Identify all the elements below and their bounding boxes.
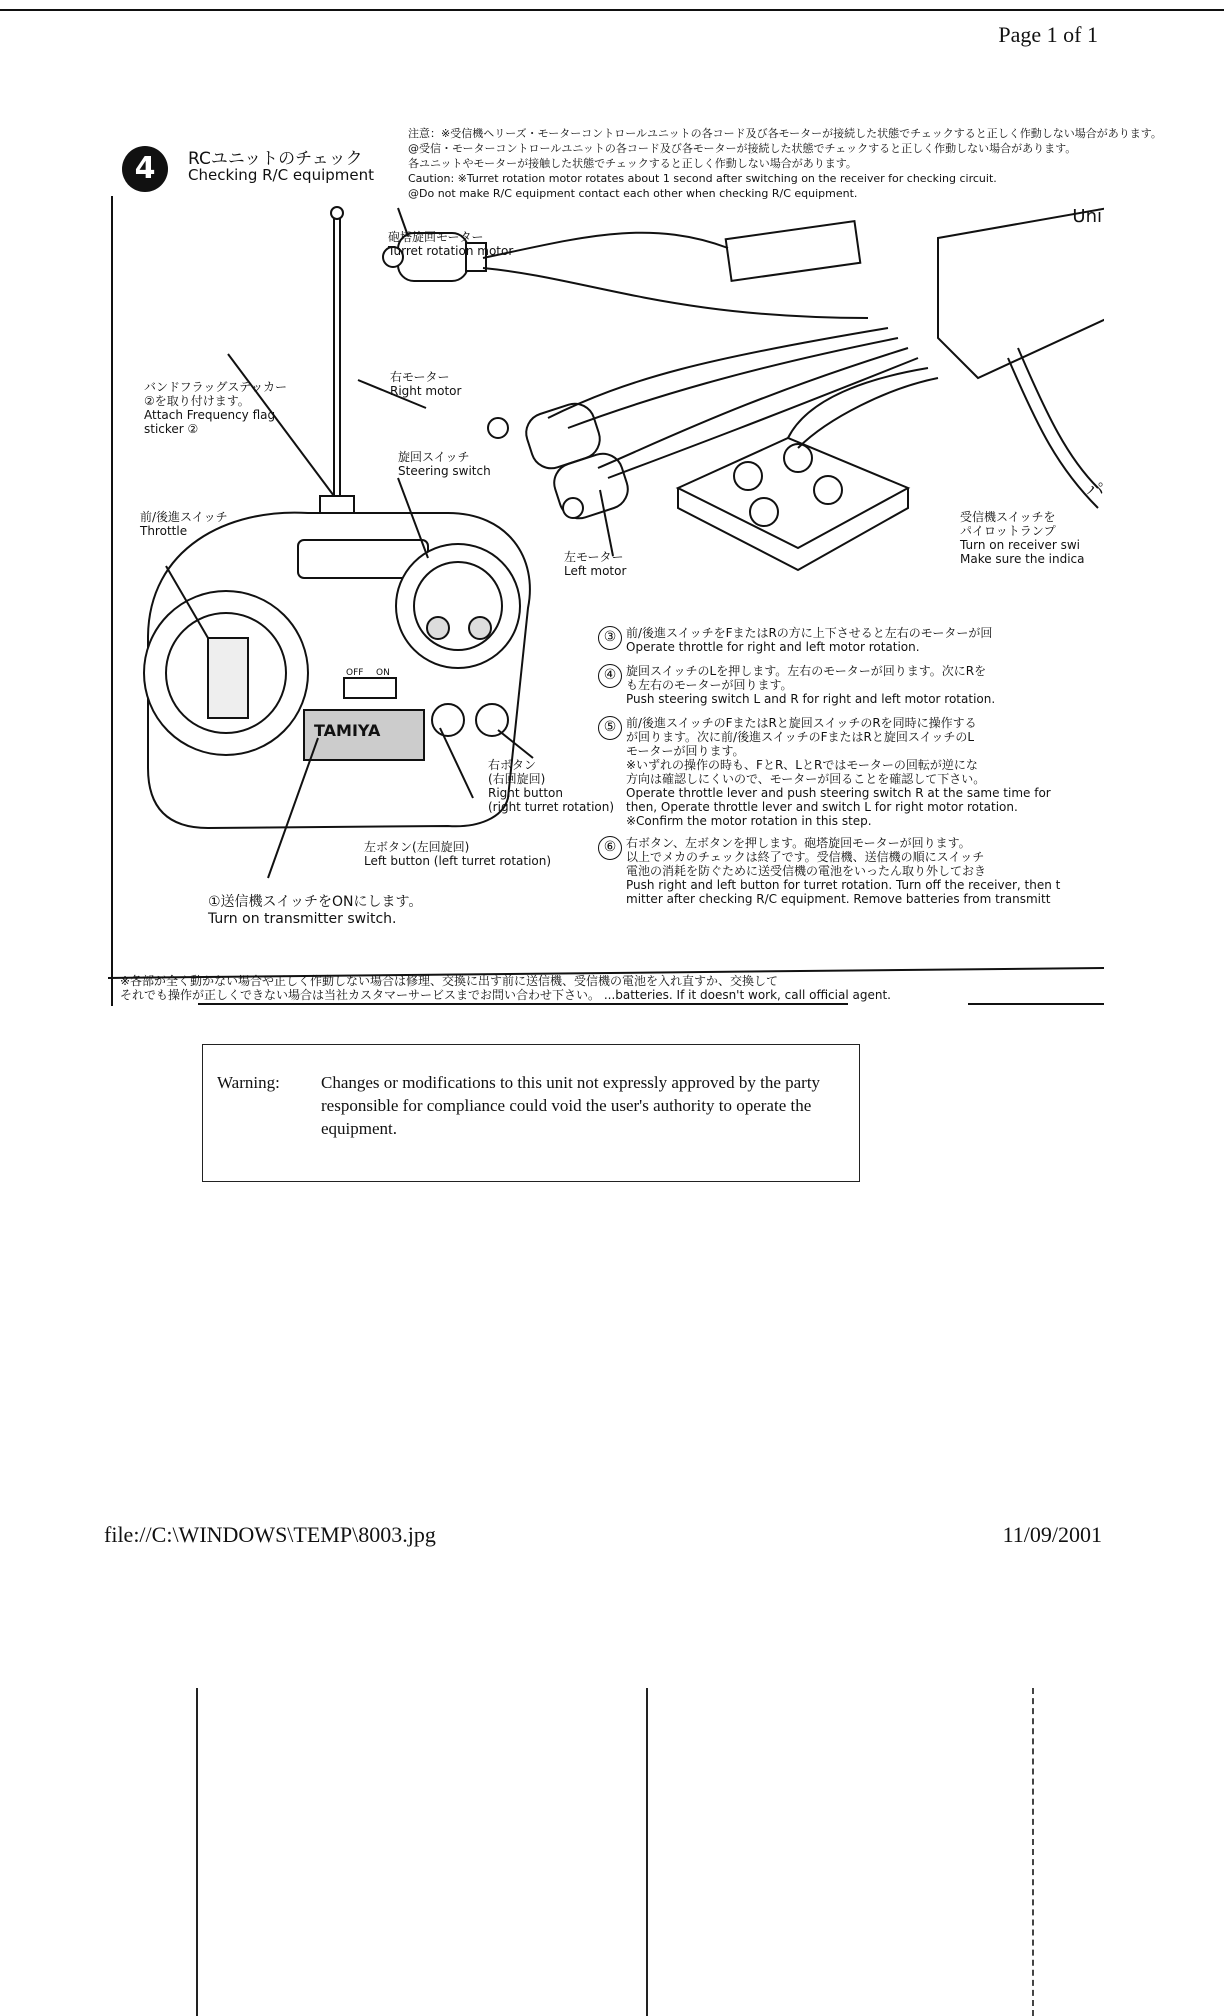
left-motor-label: 左モーター Left motor: [564, 550, 627, 578]
steering-switch-label: 旋回スイッチ Steering switch: [398, 450, 491, 478]
column-divider: [196, 1688, 198, 2016]
page-number: Page 1 of 1: [998, 22, 1098, 47]
caution-line: @Do not make R/C equipment contact each other when checking R/C equipment.: [408, 187, 858, 200]
top-border: [0, 0, 1224, 11]
warning-text: Changes or modifications to this unit not expressly approved by the party responsible for compliance could void the user's authority to operate the equipment.: [321, 1073, 821, 1138]
caution-line: 注意：※受信機ヘリーズ・モーターコントロールユニットの各コード及び各モーターが接続した状態でチェックすると正しく作動しない場合があります。: [408, 127, 1162, 140]
receiver-unit: [678, 438, 908, 548]
on-label: ON: [376, 668, 390, 678]
cropped-pa-label: パ: [1086, 480, 1104, 501]
caution-line: Caution: ※Turret rotation motor rotates about 1 second after switching on the receiver for checking circuit.: [408, 172, 997, 185]
instruction-6: ⑥ 右ボタン、左ボタンを押します。砲塔旋回モーターが回ります。 以上でメカのチェックは終了です。受信機、送信機の順にスイッチ 電池の消耗を防ぐために送受信機の電池をいったん取り外しておき Push right and left button for turret rotation. Turn off the receiver, then t mitter after checking R/C equipment. Remove batteries from transmitt: [598, 836, 1104, 906]
fcc-warning-box: [202, 1044, 860, 1182]
column-divider: [646, 1688, 648, 2016]
off-label: OFF: [346, 668, 364, 678]
manual-diagram: [108, 118, 1162, 1008]
step-2-label: 受信機スイッチを パイロットランプ Turn on receiver swi Make sure the indica: [960, 510, 1085, 566]
section-title-jp: RCユニットのチェック: [188, 149, 363, 169]
cropped-heading: Uni: [1072, 206, 1102, 227]
right-motor-label: 右モーター Right motor: [390, 370, 462, 398]
caution-line: 各ユニットやモーターが接触した状態でチェックすると正しく作動しない場合があります。: [408, 157, 857, 170]
warning-label: Warning:: [217, 1073, 280, 1092]
right-button-label: 右ボタン (右回旋回) Right button (right turret rotation): [488, 758, 615, 814]
step-1-label: ①送信機スイッチをONにします。 Turn on transmitter switch.: [208, 894, 423, 927]
frequency-flag-label: バンドフラッグステッカー ②を取り付けます。 Attach Frequency flag sticker ②: [144, 380, 288, 436]
turret-motor-label: 砲塔旋回モーター Turret rotation motor: [388, 230, 514, 258]
file-path: file://C:\WINDOWS\TEMP\8003.jpg: [104, 1522, 436, 1547]
troubleshooting-note: ※各部が全く動かない場合や正しく作動しない場合は修理、交換に出す前に送信機、受信機の電池を入れ直すか、交換して それでも操作が正しくできない場合は当社カスタマーサービスまでお問い合わせ下さい。 ...batteries. If it doesn't work, call official agent.: [120, 974, 891, 1002]
instruction-3: ③ 前/後進スイッチをFまたはRの方に上下させると左右のモーターが回 Operate throttle for right and left motor rotation.: [598, 626, 1104, 654]
brand-logo: TAMIYA: [314, 721, 381, 740]
caution-notes: [408, 126, 1188, 201]
column-divider: [1032, 1688, 1034, 2016]
instruction-4: ④ 旋回スイッチのLを押します。左右のモーターが回ります。次にRを も左右のモーターが回ります。 Push steering switch L and R for right and left motor rotation.: [598, 664, 1104, 706]
caution-line: @受信・モーターコントロールユニットの各コード及び各モーターが接続した状態でチェックすると正しく作動しない場合があります。: [408, 142, 1077, 155]
print-date: 11/09/2001: [1002, 1522, 1102, 1547]
left-button-label: 左ボタン(左回旋回) Left button (left turret rotation): [364, 840, 552, 868]
section-title-en: Checking R/C equipment: [188, 166, 374, 184]
throttle-label: 前/後進スイッチ Throttle: [140, 510, 228, 538]
instruction-5: ⑤ 前/後進スイッチのFまたはRと旋回スイッチのRを同時に操作する が回ります。次に前/後進スイッチのFまたはRと旋回スイッチのL モーターが回ります。 ※いずれの操作の時も、FとR、LとRではモーターの回転が逆にな 方向は確認しにくいので、モーターが回ることを確認して下さい。 Operate throttle lever and push steering switch R at the same time for then, Operate throttle lever and switch L for right motor rotation. ※Confirm the motor rotation in this step.: [598, 716, 1104, 828]
step-4-badge: 4: [122, 146, 168, 192]
